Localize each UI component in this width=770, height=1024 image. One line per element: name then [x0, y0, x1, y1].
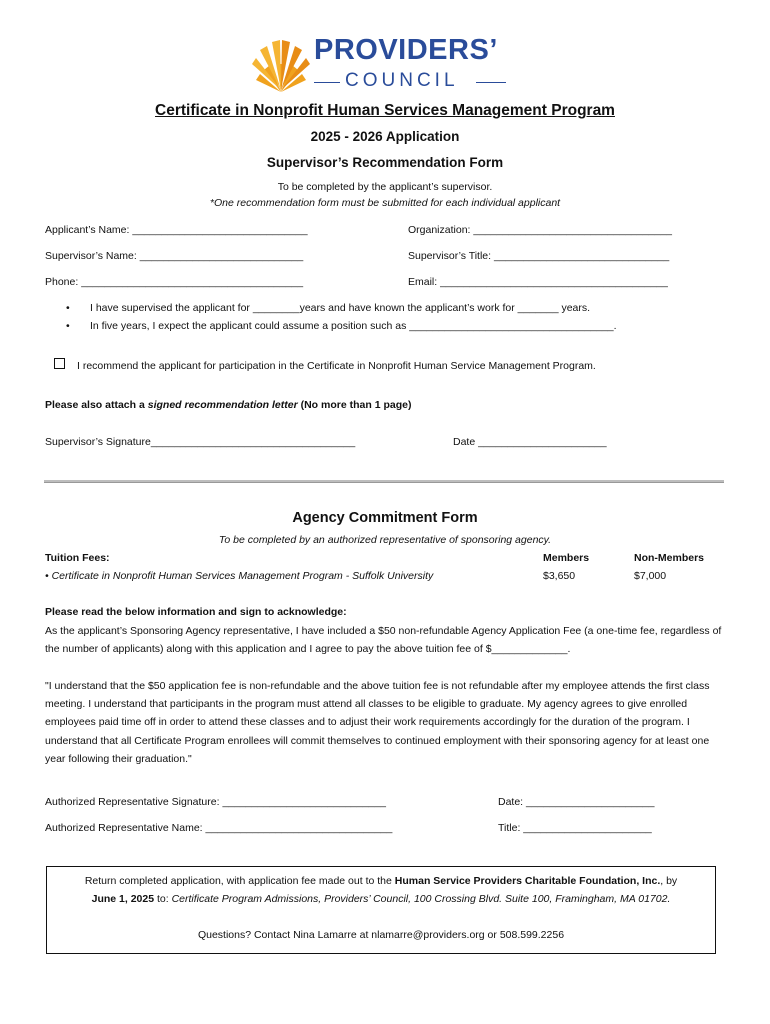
- applicant-name-field[interactable]: Applicant’s Name: ______________________________: [45, 224, 308, 236]
- recommend-checkbox[interactable]: [54, 358, 65, 369]
- supervisor-title-field[interactable]: Supervisor’s Title: ______________________________: [408, 250, 670, 262]
- section-divider: [44, 480, 724, 483]
- attach-letter-note: Please also attach a signed recommendation letter (No more than 1 page): [45, 399, 412, 411]
- members-header: Members: [543, 552, 590, 564]
- contact-line: Questions? Contact Nina Lamarre at nlamarre@providers.org or 508.599.2256: [197, 929, 565, 941]
- tuition-fees-label: Tuition Fees:: [45, 552, 110, 564]
- supervisor-signature-field[interactable]: Supervisor’s Signature___________________________________: [45, 436, 356, 448]
- logo-text-providers: PROVIDERS’: [314, 34, 498, 66]
- rep-name-field[interactable]: Authorized Representative Name: ________________________________: [45, 822, 393, 834]
- agency-form-instructions: To be completed by an authorized representative of sponsoring agency.: [218, 534, 552, 546]
- logo-rule-right: [476, 82, 506, 83]
- members-fee: $3,650: [543, 570, 576, 582]
- bullet-dot: •: [66, 302, 70, 314]
- phone-field[interactable]: Phone: ______________________________________: [45, 276, 304, 288]
- providers-council-logo: [250, 30, 530, 96]
- return-line-2: June 1, 2025 to: Certificate Program Admissions, Providers’ Council, 100 Crossing Blvd. Suite 100, Framingham, MA 01702.: [91, 893, 671, 905]
- future-position-field[interactable]: In five years, I expect the applicant could assume a position such as ___________________________________.: [90, 320, 617, 332]
- rep-date-field[interactable]: Date: ______________________: [498, 796, 655, 808]
- email-field[interactable]: Email: _______________________________________: [408, 276, 668, 288]
- program-title: Certificate in Nonprofit Human Services Management Program: [155, 102, 615, 119]
- acknowledge-heading: Please read the below information and sign to acknowledge:: [45, 606, 347, 618]
- organization-field[interactable]: Organization: __________________________________: [408, 224, 672, 236]
- agency-form-title: Agency Commitment Form: [292, 510, 478, 526]
- logo-rule-left: [314, 82, 340, 83]
- application-fee-paragraph: As the applicant’s Sponsoring Agency representative, I have included a $50 non-refundable Agency Application Fee (a one-time fee, regardless of the number of applicants) along with this application and I agree to pay the above tuition fee of $_____________.: [45, 625, 722, 656]
- return-line-1: Return completed application, with application fee made out to the Human Service Providers Charitable Foundation, Inc., by: [84, 875, 678, 887]
- application-year: 2025 - 2026 Application: [310, 129, 460, 144]
- form-instructions: To be completed by the applicant’s supervisor.: [277, 181, 493, 193]
- return-instructions-box: [46, 866, 716, 954]
- nonmembers-header: Non-Members: [634, 552, 705, 564]
- nonmembers-fee: $7,000: [634, 570, 667, 582]
- form-note: *One recommendation form must be submitted for each individual applicant: [209, 197, 561, 209]
- recommend-label: I recommend the applicant for participation in the Certificate in Nonprofit Human Service Management Program.: [77, 360, 596, 372]
- logo-text-council: COUNCIL: [345, 70, 459, 91]
- rep-title-field[interactable]: Title: ______________________: [498, 822, 652, 834]
- program-fee-row: • Certificate in Nonprofit Human Services Management Program - Suffolk University: [45, 570, 434, 582]
- sunburst-logo-icon: [250, 34, 312, 94]
- supervisor-date-field[interactable]: Date ______________________: [453, 436, 607, 448]
- supervised-years-field[interactable]: I have supervised the applicant for ________years and have known the applicant’s work for _______ years.: [90, 302, 591, 314]
- supervisor-name-field[interactable]: Supervisor’s Name: ____________________________: [45, 250, 304, 262]
- rep-signature-field[interactable]: Authorized Representative Signature: ____________________________: [45, 796, 386, 808]
- bullet-dot: •: [66, 320, 70, 332]
- form-title: Supervisor’s Recommendation Form: [266, 155, 504, 170]
- commitment-statement: "I understand that the $50 application fee is non-refundable and the above tuition fee is not refundable after my employee attends the first class meeting. I understand that participants in the program must attend all classes to be eligible to graduate. My agency agrees to give enrolled employees paid time off in order to attend these classes and to adjust their work requirements accordingly for the duration of the program. I understand that all Certificate Program enrollees will commit themselves to continued employment with their sponsoring agency for at least one year following their graduation.": [45, 680, 710, 765]
